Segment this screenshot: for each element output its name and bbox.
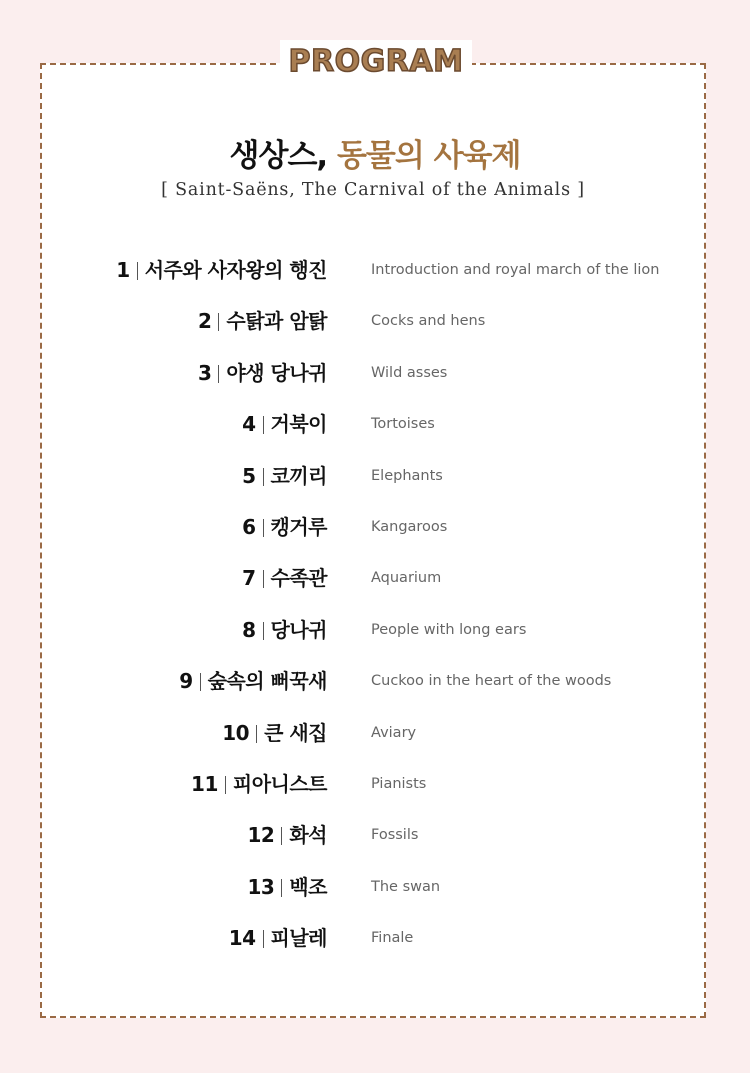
page-subtitle: [ Saint-Saëns, The Carnival of the Animals ]	[161, 180, 585, 200]
movement-row	[0, 871, 750, 903]
separator	[225, 776, 226, 794]
movement-row	[0, 511, 750, 543]
movement-korean-title	[116, 254, 327, 286]
movement-number: 10	[222, 720, 250, 745]
movement-korean: 백조	[289, 874, 327, 899]
movement-korean: 수족관	[270, 566, 327, 591]
movement-korean: 당나귀	[270, 617, 327, 642]
movement-english: Finale	[371, 930, 414, 947]
movement-row	[0, 562, 750, 594]
separator	[281, 879, 282, 897]
page-title	[0, 130, 750, 175]
movement-korean-title	[242, 562, 327, 594]
movement-number: 13	[247, 874, 275, 899]
movement-korean: 화석	[289, 823, 327, 848]
movement-korean-title	[229, 922, 327, 954]
movement-korean: 피아니스트	[232, 772, 327, 796]
movement-number: 12	[247, 823, 275, 848]
movement-row	[0, 408, 750, 440]
movement-korean-title	[248, 871, 327, 903]
movement-english: Cocks and hens	[371, 313, 486, 330]
movement-korean: 서주와 사자왕의 행진	[144, 258, 327, 282]
separator	[218, 313, 219, 331]
movement-english: Aviary	[371, 724, 417, 741]
movement-number: 7	[242, 566, 256, 591]
separator	[200, 673, 201, 691]
movement-row	[0, 717, 750, 749]
movement-english: Kangaroos	[371, 519, 448, 535]
movement-row	[0, 460, 750, 492]
movement-korean: 수탉과 암탉	[226, 309, 327, 334]
separator	[263, 519, 264, 537]
movement-korean: 큰 새집	[264, 720, 327, 745]
title-composer: 생상스,	[229, 138, 328, 174]
movement-korean-title	[191, 768, 327, 800]
separator	[263, 930, 264, 948]
movement-number: 8	[242, 617, 256, 642]
separator	[281, 827, 282, 845]
movement-english: Fossils	[371, 827, 419, 844]
movement-korean-title	[198, 357, 327, 389]
separator	[137, 262, 138, 280]
movement-row	[0, 254, 750, 286]
movement-row	[0, 305, 750, 337]
movement-english: Cuckoo in the heart of the woods	[371, 673, 612, 690]
title-work: 동물의 사육제	[336, 138, 521, 174]
movement-korean-title	[198, 305, 327, 337]
separator	[263, 416, 264, 434]
movement-english: Tortoises	[371, 416, 435, 433]
movement-korean: 거북이	[270, 412, 327, 437]
movement-korean-title	[242, 511, 327, 543]
movement-korean-title	[242, 460, 327, 492]
movement-number: 1	[116, 258, 130, 282]
separator	[263, 468, 264, 486]
movement-korean-title	[248, 819, 327, 851]
movement-english: People with long ears	[371, 621, 527, 638]
movement-korean-title	[222, 717, 327, 749]
movement-row	[0, 819, 750, 851]
movement-english: Elephants	[371, 467, 443, 484]
movement-row	[0, 922, 750, 954]
movement-korean: 야생 당나귀	[226, 360, 327, 385]
movement-english: Wild asses	[371, 364, 448, 381]
movement-number: 6	[242, 515, 256, 539]
movement-row	[0, 614, 750, 646]
separator	[256, 725, 257, 743]
movement-korean: 피날레	[270, 926, 327, 951]
separator	[263, 570, 264, 588]
movement-row	[0, 357, 750, 389]
movement-korean: 캥거루	[270, 515, 327, 539]
separator	[218, 365, 219, 383]
movement-number: 5	[242, 463, 256, 488]
movement-korean-title	[179, 665, 327, 697]
movement-korean: 숲속의 뻐꾹새	[207, 669, 327, 694]
movement-number: 14	[228, 926, 256, 951]
movement-english: Introduction and royal march of the lion	[371, 262, 660, 278]
movement-row	[0, 665, 750, 697]
separator	[263, 622, 264, 640]
movement-number: 11	[191, 772, 218, 796]
movement-row	[0, 768, 750, 800]
movement-number: 3	[198, 360, 212, 385]
movement-number: 4	[242, 412, 256, 437]
movement-number: 9	[179, 669, 193, 694]
movement-english: Pianists	[371, 776, 427, 792]
program-label: PROGRAM	[280, 40, 472, 84]
movement-english: The swan	[371, 878, 441, 895]
movement-korean-title	[242, 408, 327, 440]
movement-number: 2	[198, 309, 212, 334]
movement-korean-title	[242, 614, 327, 646]
movement-english: Aquarium	[371, 570, 442, 587]
movement-korean: 코끼리	[270, 463, 327, 488]
